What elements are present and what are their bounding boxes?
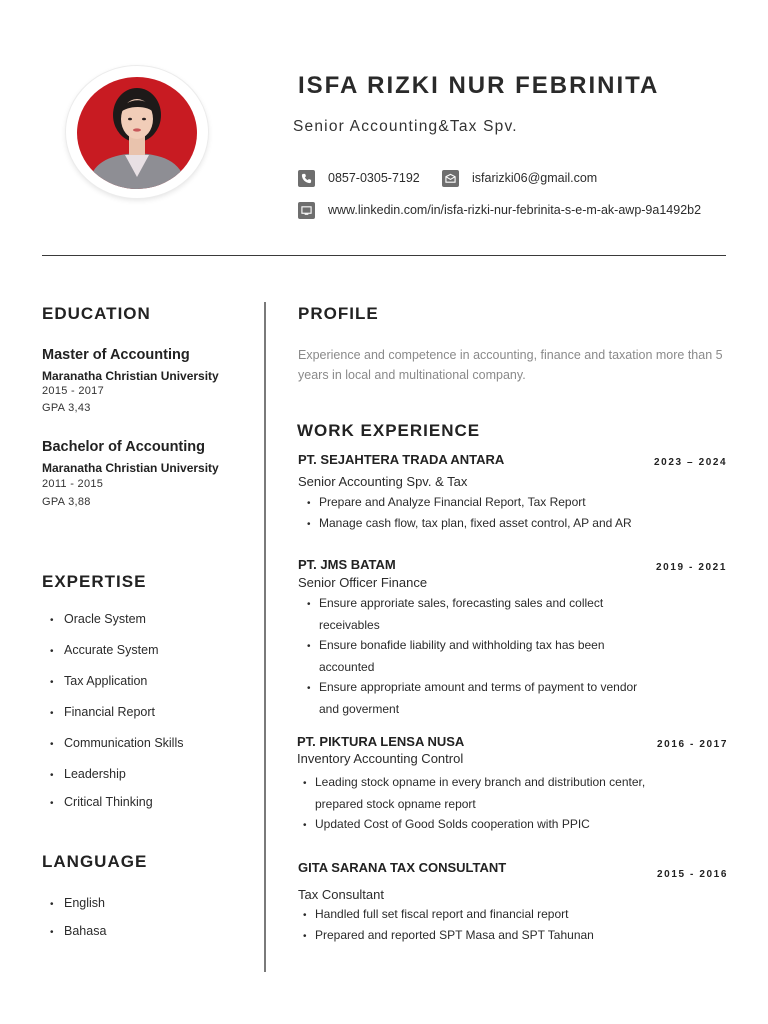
job-years: 2019 - 2021 — [656, 562, 727, 573]
job-bullet: • Leading stock opname in every branch and distribution center, prepared stock opname report — [303, 775, 646, 811]
list-item: • English — [50, 896, 105, 910]
profile-heading: PROFILE — [298, 304, 379, 323]
job-years: 2023 – 2024 — [654, 457, 728, 468]
candidate-name: ISFA RIZKI NUR FEBRINITA — [298, 72, 660, 99]
job-bullet: • Updated Cost of Good Solds cooperation with PPIC — [303, 817, 590, 831]
list-item: • Accurate System — [50, 643, 159, 657]
job-title: Senior Accounting&Tax Spv. — [293, 118, 518, 135]
job-company: PT. JMS BATAM — [298, 557, 396, 572]
education-university: Maranatha Christian University — [42, 461, 219, 475]
job-role: Tax Consultant — [298, 887, 384, 902]
header-divider — [42, 255, 726, 256]
job-bullet: • Prepare and Analyze Financial Report, Tax Report — [307, 495, 586, 509]
education-heading: EDUCATION — [42, 304, 151, 323]
email-address[interactable]: isfarizki06@gmail.com — [472, 171, 598, 185]
education-degree: Master of Accounting — [42, 347, 190, 363]
education-university: Maranatha Christian University — [42, 369, 219, 383]
job-role: Senior Accounting Spv. & Tax — [298, 474, 468, 489]
list-item: • Critical Thinking — [50, 795, 153, 809]
phone-number[interactable]: 0857-0305-7192 — [328, 171, 420, 185]
education-years: 2011 - 2015 — [42, 478, 104, 490]
job-years: 2016 - 2017 — [657, 739, 728, 750]
job-bullet: • Manage cash flow, tax plan, fixed asset control, AP and AR — [307, 516, 632, 530]
job-company: PT. SEJAHTERA TRADA ANTARA — [298, 452, 505, 467]
phone-icon — [298, 170, 315, 187]
list-item: • Communication Skills — [50, 736, 184, 750]
expertise-heading: EXPERTISE — [42, 572, 147, 591]
education-gpa: GPA 3,43 — [42, 402, 91, 414]
linkedin-url[interactable]: www.linkedin.com/in/isfa-rizki-nur-febrinita-s-e-m-ak-awp-9a1492b2 — [328, 203, 702, 217]
email-icon — [442, 170, 459, 187]
list-item: • Tax Application — [50, 674, 148, 688]
profile-summary: Experience and competence in accounting, finance and taxation more than 5 years in local and multinational company. — [298, 348, 723, 382]
job-bullet: • Ensure approriate sales, forecasting sales and collect receivables — [307, 596, 604, 632]
education-degree: Bachelor of Accounting — [42, 439, 205, 455]
profile-photo — [77, 77, 197, 189]
job-bullet: • Prepared and reported SPT Masa and SPT Tahunan — [303, 928, 594, 942]
education-years: 2015 - 2017 — [42, 385, 105, 397]
language-heading: LANGUAGE — [42, 852, 148, 871]
job-bullet: • Ensure appropriate amount and terms of payment to vendor and goverment — [307, 680, 638, 716]
job-bullet: • Ensure bonafide liability and withholding tax has been accounted — [307, 638, 605, 674]
job-years: 2015 - 2016 — [657, 869, 728, 880]
list-item: • Oracle System — [50, 612, 146, 626]
job-company: GITA SARANA TAX CONSULTANT — [298, 860, 507, 875]
job-bullet: • Handled full set fiscal report and financial report — [303, 907, 569, 921]
education-gpa: GPA 3,88 — [42, 496, 91, 508]
list-item: • Bahasa — [50, 924, 107, 938]
linkedin-icon — [298, 202, 315, 219]
list-item: • Leadership — [50, 767, 126, 781]
column-divider — [264, 302, 266, 972]
job-role: Inventory Accounting Control — [297, 751, 464, 766]
job-company: PT. PIKTURA LENSA NUSA — [297, 734, 465, 749]
list-item: • Financial Report — [50, 705, 156, 719]
work-experience-heading: WORK EXPERIENCE — [297, 421, 481, 440]
job-role: Senior Officer Finance — [298, 575, 428, 590]
